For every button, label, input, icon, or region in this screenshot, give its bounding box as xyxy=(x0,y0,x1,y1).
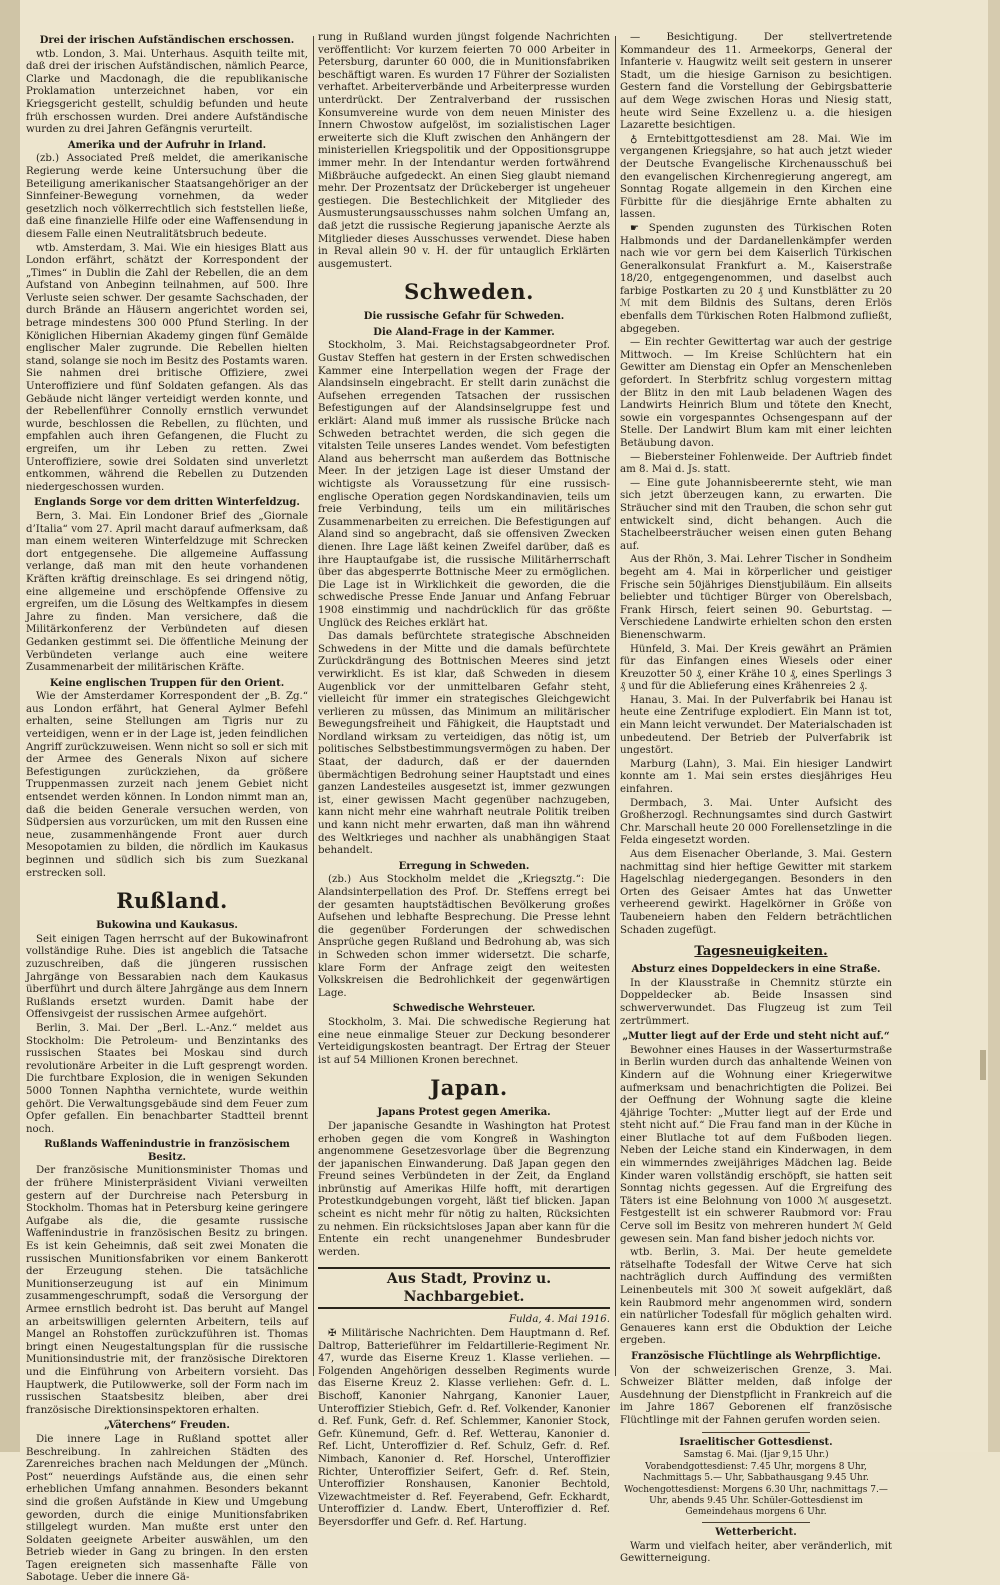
section-heading: Tagesneuigkeiten. xyxy=(694,944,828,960)
article-paragraph: — Besichtigung. Der stellvertretende Kommandeur des 11. Armeekorps, General der Infanterie v. Haugwitz weilt seit gestern in unserer Stadt, um die hiesige Garnison zu besichtigen. Gestern fand die Vorstellung der Gebirgsbatterie auf dem Wege zwischen Horas und Niesig statt, heute wird Seine Exzellenz u. a. die hiesigen Lazarette besichtigen. xyxy=(620,32,892,132)
article-paragraph: — Eine gute Johannisbeerernte steht, wie man sich jetzt überzeugen kann, zu erwarten. Die Sträucher sind mit den Trauben, die schon sehr gut entwickelt sind, dicht behangen. Auch die Stachelbeersträucher weisen einen guten Behang auf. xyxy=(620,477,892,552)
article-paragraph: Aus dem Eisenacher Oberlande, 3. Mai. Gestern nachmittag sind hier heftige Gewitter mit starkem Hagelschlag niedergegangen. Besonders in den Orten des Geisaer Amtes hat das Unwetter verheerend gewirkt. Hagelkörner in Größe von Taubeneiern haben den Feldern beträchtlichen Schaden zugefügt. xyxy=(620,849,892,936)
article-paragraph: Bewohner eines Hauses in der Wasserturmstraße in Berlin wurden durch das anhaltende Weinen von Kindern auf die Wohnung einer Kriegerwitwe aufmerksam und benachrichtigten die Polizei. Bei der Oeffnung der Wohnung sagte die kleine 4jährige Tochter: „Mutter liegt auf der Erde und steht nicht auf.“ Die Frau fand man in der Küche in einer Blutlache tot auf dem Fußboden liegen. Neben der Leiche stand ein Kinderwagen, in dem ein wimmerndes zweijähriges Mädchen lag. Beide Kinder waren vollständig erschöpft, sie hatten seit Sonntag nichts gegessen. Auf die Ergreifung des Täters ist eine Belohnung von 1000 ℳ ausgesetzt. Festgestellt ist ein schwerer Raubmord vor: Frau Cerve soll im Besitz von mehreren hundert ℳ Geld gewesen sein. Man fand bisher jedoch nichts vor. xyxy=(620,1044,892,1245)
article-heading: Schwedische Wehrsteuer. xyxy=(392,1003,536,1015)
article-heading: Absturz eines Doppeldeckers in eine Straße. xyxy=(631,964,881,976)
article-paragraph: Bern, 3. Mai. Ein Londoner Brief des „Giornale d’Italia“ vom 27. April macht darauf aufmerksam, daß man einem weiteren Winterfeldzuge mit Schrecken dort entgegensehe. Die allgemeine Auffassung verlange, daß man mit den heute vorhandenen Kräften kräftig dreinschlage. Es sei dringend nötig, eine allgemeine und erschöpfende Offensive zu ergreifen, um die Lösung des Weltkampfes in diesem Jahre zu finden. Man versichere, daß die Militärkonferenz der Verbündeten auf diesen Gedanken gestimmt sei. Die öffentliche Meinung der Verbündeten verlange auch eine weitere Zusammenarbeit der militärischen Kräfte. xyxy=(26,510,308,674)
article-heading: Rußlands Waffenindustrie in französischem Besitz. xyxy=(44,1139,290,1163)
notice-line: Wochengottesdienst: Morgens 6.30 Uhr, nachmittags 7.— Uhr, abends 9.45 Uhr. Schüler-Gottesdienst im Gemeindehaus morgens 6 Uhr. xyxy=(624,1485,888,1518)
article-paragraph: Marburg (Lahn), 3. Mai. Ein hiesiger Landwirt konnte am 1. Mai sein erstes diesjähriges Heu einfahren. xyxy=(620,758,892,796)
article-paragraph: Der japanische Gesandte in Washington hat Protest erhoben gegen die vom Kongreß in Washington angenommene Gesetzesvorlage über die Begrenzung der japanischen Einwanderung. Daß Japan gegen den Freund seines Verbündeten in der Zeit, da England inbrünstig auf Amerikas Hilfe hofft, mit derartigen Protestkundgebungen vorgeht, läßt tief blicken. Japan scheint es nicht mehr für nötig zu halten, Rücksichten zu nehmen. Ein rücksichtsloses Japan aber kann für die Entente ein recht unangenehmer Bundesbruder werden. xyxy=(318,1120,610,1258)
page-right-edge xyxy=(988,0,1000,1452)
section-heading: Schweden. xyxy=(404,279,534,305)
page-left-edge xyxy=(0,0,20,1452)
article-paragraph: wtb. London, 3. Mai. Unterhaus. Asquith teilte mit, daß drei der irischen Aufständischen, nämlich Pearce, Clarke und Macdonagh, die die republikanische Proklamation unterzeichnet haben, vor ein Kriegsgericht gestellt, schuldig befunden und heute früh erschossen wurden. Drei andere Aufständische wurden zu drei Jahren Gefängnis verurteilt. xyxy=(26,48,308,136)
section-heading: Japan. xyxy=(430,1075,508,1101)
article-heading: Die russische Gefahr für Schweden. xyxy=(363,311,565,323)
article-paragraph: (zb.) Aus Stockholm meldet die „Kriegsztg.“: Die Alandsinterpellation des Prof. Dr. Steffens erregt bei der gesamten hauptstädtischen Bevölkerung großes Aufsehen und lebhafte Besprechung. Die Presse lehnt die gegenüber Forderungen der schwedischen Ansprüche gegen Rußland und Bedrohung ab, was sich in Schweden schon immer widersetzt. Die scharfe, klare Form der Anfrage zeigt den weitesten Volkskreisen die Bedrohlichkeit der gegenwärtigen Lage. xyxy=(318,874,610,999)
article-paragraph: Seit einigen Tagen herrscht auf der Bukowinafront vollständige Ruhe. Dies ist angeblich die Tatsache zuzuschreiben, daß die jüngeren russischen Jahrgänge von Bessarabien nach dem Kaukasus überführt und durch ältere Jahrgänge aus dem Innern Rußlands ersetzt wurden. Damit habe der Offensivgeist der russischen Armee aufgehört. xyxy=(26,933,308,1021)
scan-mark xyxy=(980,1050,986,1080)
article-paragraph: ♁ Erntebittgottesdienst am 28. Mai. Wie im vergangenen Kriegsjahre, so hat auch jetzt wieder der Deutsche Evangelische Kirchenausschuß bei den evangelischen Kirchenregierung angeregt, am Sonntag Rogate allgemein in den Kirchen eine Fürbitte für die diesjährige Ernte abhalten zu lassen. xyxy=(620,133,892,221)
article-heading: „Väterchens“ Freuden. xyxy=(104,1420,230,1432)
article-paragraph: — Biebersteiner Fohlenweide. Der Auftrieb findet am 8. Mai d. Js. statt. xyxy=(620,451,892,476)
article-paragraph: Der französische Munitionsminister Thomas und der frühere Ministerpräsident Viviani verweilten gestern auf der Durchreise nach Petersburg in Stockholm. Thomas hat in Petersburg keine geringere Aufgabe als die, die gesamte russische Waffenindustrie in französischen Besitz zu bringen. Es ist kein Geheimnis, daß seit zwei Monaten die russischen Munitionsfabriken vor einem Bankerott der Erzeugung stehen. Die tatsächliche Munitionserzeugung ist auf ein Minimum zusammengeschrumpft, sodaß die Versorgung der Armee ernstlich bedroht ist. Das beruht auf Mangel an arbeitswilligen gelernten Arbeitern, teils auf Mangel an Rohstoffen zurückzuführen ist. Thomas bringt einen Neugestaltungsplan für die russische Munitionsindustrie mit, der französische Direktoren und die Einführung von Arbeitern vorsieht. Das Hauptwerk, die Putilowwerke, soll der Form nach im russischen Staatsbesitz bleiben, aber drei französische Direktionsinspektoren erhalten. xyxy=(26,1165,308,1416)
article-paragraph: wtb. Berlin, 3. Mai. Der heute gemeldete rätselhafte Todesfall der Witwe Cerve hat sich nachträglich durch Auffindung des vermißten Leinenbeutels mit 300 ℳ soweit aufgeklärt, daß kein Raubmord mehr angenommen wird, sondern ein natürlicher Todesfall für möglich gehalten wird. Genaueres kann erst die Obduktion der Leiche ergeben. xyxy=(620,1247,892,1347)
notice-line: Vorabendgottesdienst: 7.45 Uhr, morgens 8 Uhr, Nachmittags 5.— Uhr, Sabbathausgang 9.45 Uhr. xyxy=(643,1462,869,1484)
article-heading: Englands Sorge vor dem dritten Winterfeldzug. xyxy=(34,497,300,509)
article-paragraph: Warm und vielfach heiter, aber veränderlich, mit Gewitterneigung. xyxy=(620,1540,892,1565)
column-3 xyxy=(620,32,892,1565)
local-section-heading: Aus Stadt, Provinz u. Nachbargebiet. xyxy=(318,1267,610,1309)
article-paragraph: Von der schweizerischen Grenze, 3. Mai. Schweizer Blätter melden, daß infolge der Ausdehnung der Dienstpflicht in Frankreich auf die im Jahre 1867 Geborenen elf französische Flüchtlinge mit der Fahnen gerufen worden seien. xyxy=(620,1364,892,1426)
article-paragraph: Dermbach, 3. Mai. Unter Aufsicht des Großherzogl. Rechnungsamtes sind durch Gastwirt Chr. Marschall heute 20 000 Forellensetzlinge in die Felda eingesetzt worden. xyxy=(620,797,892,847)
article-paragraph: In der Klausstraße in Chemnitz stürzte ein Doppeldecker ab. Beide Insassen sind schwerverwundet. Das Flugzeug ist zum Teil zertrümmert. xyxy=(620,977,892,1027)
column-rule-1 xyxy=(313,36,314,1376)
article-heading: Die Aland-Frage in der Kammer. xyxy=(373,326,555,338)
column-2 xyxy=(318,32,610,1528)
article-heading: Amerika und der Aufruhr in Irland. xyxy=(67,139,267,151)
article-heading: Japans Protest gegen Amerika. xyxy=(377,1107,551,1119)
article-heading: Wetterbericht. xyxy=(715,1527,797,1539)
article-heading: Israelitischer Gottesdienst. xyxy=(679,1436,833,1448)
article-paragraph: Stockholm, 3. Mai. Die schwedische Regierung hat eine neue einmalige Steuer zur Deckung besonderer Verteidigungskosten beantragt. Der Ertrag der Steuer ist auf 54 Millionen Kronen berechnet. xyxy=(318,1016,610,1066)
article-heading: „Mutter liegt auf der Erde und steht nicht auf.“ xyxy=(622,1031,890,1043)
article-paragraph: Hanau, 3. Mai. In der Pulverfabrik bei Hanau ist heute eine Zentrifuge explodiert. Ein Mann ist tot, ein Mann leicht verwundet. Der Materialschaden ist unbedeutend. Der Betrieb der Pulverfabrik ist ungestört. xyxy=(620,694,892,757)
article-paragraph: ✠ Militärische Nachrichten. Dem Hauptmann d. Ref. Daltrop, Batterieführer im Feldartillerie-Regiment Nr. 47, wurde das Eiserne Kreuz 1. Klasse verliehen. — Folgenden Angehörigen desselben Regiments wurde das Eiserne Kreuz 2. Klasse verliehen: Gefr. d. L. Bischoff, Kanonier Nahrgang, Kanonier Lauer, Unteroffizier Stiebich, Gefr. d. Ref. Volkender, Kanonier d. Ref. Funk, Gefr. d. Ref. Schlemmer, Kanonier Stock, Gefr. Künemund, Gefr. d. Ref. Wetterau, Kanonier d. Ref. Licht, Unteroffizier d. Ref. Schulz, Gefr. d. Ref. Nimbach, Kanonier d. Ref. Horschel, Unteroffizier Richter, Unteroffizier Seifert, Gefr. d. Ref. Stein, Unteroffizier Ronshausen, Kanonier Bechtold, Vizewachtmeister d. Ref. Feyerabend, Gefr. Eckhardt, Unteroffizier d. Landw. Ebert, Unteroffizier d. Ref. Beyersdorffer und Gefr. d. Ref. Hartung. xyxy=(318,1328,610,1528)
article-paragraph: Die innere Lage in Rußland spottet aller Beschreibung. In zahlreichen Städten des Zarenreiches brachen nach Meldungen der „Münch. Post“ neuerdings Aufstände aus, die einen sehr erheblichen Umfang annahmen. Besonders bekannt sind die großen Aufstände in Kiew und Umgebung geworden, durch die einige Munitionsfabriken stillgelegt wurden. Man mußte erst unter den Soldaten geeignete Arbeiter auswählen, um den Betrieb wieder in Gang zu bringen. In den ersten Tagen ereigneten sich massenhafte Fälle von Sabotage. Ueber die innere Gä- xyxy=(26,1433,308,1584)
column-1 xyxy=(26,32,308,1584)
article-heading: Keine englischen Truppen für den Orient. xyxy=(49,677,285,689)
article-paragraph: Stockholm, 3. Mai. Reichstagsabgeordneter Prof. Gustav Steffen hat gestern in der Ersten schwedischen Kammer eine Interpellation wegen der Frage der Alandsinseln eingebracht. Er stellt darin zunächst die Aufsehen erregenden Tatsachen der russischen Befestigungen auf der Alandsinselgruppe fest und erklärt: Aland muß immer als russische Brücke nach Schweden betrachtet werden, die sich gegen die vitalsten Teile unseres Landes wendet. Vom befestigten Aland aus beherrscht man außerdem das Bottnische Meer. In der jetzigen Lage ist dieser Umstand der wichtigste als Voraussetzung für eine russisch-englische Operation gegen Nordskandinavien, teils um freie Verbindung, teils um ein militärisches Zusammenarbeiten zu erreichen. Die Befestigungen auf Aland sind so angebracht, daß sie offensiven Zwecken dienen. Ihre Lage läßt keinen Zweifel darüber, daß es ihre Hauptaufgabe ist, die russische Militärherrschaft über das abgesperrte Bottnische Meer zu ermöglichen. Die Lage ist in Wirklichkeit die geworden, die die schwedische Presse Ende Januar und Anfang Februar 1908 einstimmig und nachdrücklich für das größte Unglück des Reiches erklärt hat. xyxy=(318,340,610,629)
article-paragraph: rung in Rußland wurden jüngst folgende Nachrichten veröffentlicht: Vor kurzem feierten 70 000 Arbeiter in Petersburg, darunter 60 000, die in Munitionsfabriken beschäftigt waren. Es wurden 17 Führer der Sozialisten verhaftet. Arbeiterverbände und Arbeiterpresse wurden unterdrückt. Der Zentralverband der russischen Konsumvereine wurde von dem neuen Minister des Innern Chwostow aufgelöst, im sozialistischen Lager erweiterte sich die Kluft zwischen den Anhängern der ministeriellen Kriegspolitik und der Oppositionsgruppe immer mehr. In der Intendantur werden fortwährend Mißbräuche aufgedeckt. An einen Sieg glaubt niemand mehr. Der Prozentsatz der Drückeberger ist ungeheuer gestiegen. Die Bestechlichkeit der Mitglieder des Ausmusterungsausschusses nahm solchen Umfang an, daß jetzt die russische Regierung japanische Aerzte als Mitglieder dieses Ausschusses verwendet. Diese haben in Reval allein 90 v. H. der für untauglich Erklärten ausgemustert. xyxy=(318,32,610,270)
article-heading: Erregung in Schweden. xyxy=(398,860,530,872)
dateline: Fulda, 4. Mai 1916. xyxy=(508,1314,610,1326)
separator-rule xyxy=(702,1432,811,1433)
column-rule-2 xyxy=(615,36,616,1376)
article-paragraph: Berlin, 3. Mai. Der „Berl. L.-Anz.“ meldet aus Stockholm: Die Petroleum- und Benzintanks des russischen Staates bei Moskau sind durch revolutionäre Arbeiter in die Luft gesprengt worden. Die furchtbare Explosion, die in wenigen Sekunden 5000 Tonnen Naphtha vernichtete, wurde weithin gehört. Die Verwaltungsgebäude sind dem Feuer zum Opfer gefallen. Ein benachbarter Stadtteil brennt noch. xyxy=(26,1022,308,1135)
article-paragraph: Aus der Rhön, 3. Mai. Lehrer Tischer in Sondheim begeht am 4. Mai in körperlicher und geistiger Frische sein 50jähriges Dienstjubiläum. Ein allseits beliebter und tüchtiger Bürger von Oberelsbach, Frank Hirsch, feiert seinen 90. Geburtstag. — Verschiedene Landwirte erhielten schon den ersten Bienenschwarm. xyxy=(620,554,892,641)
article-paragraph: Das damals befürchtete strategische Abschneiden Schwedens in der Mitte und die damals befürchtete Zurückdrängung des Bottnischen Meeres sind jetzt verwirklicht. Es ist klar, daß Schweden in diesem Augenblick vor der unmittelbaren Gefahr steht, vielleicht für immer ein strategisches Gleichgewicht verlieren zu müssen, das Minimum an militärischer Bewegungsfreiheit und Fähigkeit, die Hauptstadt und Nordland wirksam zu verteidigen, das nötig ist, um politisches Selbstbestimmungsvermögen zu haben. Der Staat, der dadurch, daß er der dauernden übermächtigen Bedrohung seiner Hauptstadt und eines ganzen Landesteiles ausgesetzt ist, immer gezwungen ist, einer gewissen Macht gegenüber nachzugeben, kann nicht mehr eine wahrhaft neutrale Politik treiben und kann nicht mehr erwarten, daß man ihn während des Weltkrieges und nachher als unabhängigen Staat behandelt. xyxy=(318,631,610,857)
article-paragraph: — Ein rechter Gewittertag war auch der gestrige Mittwoch. — Im Kreise Schlüchtern hat ein Gewitter am Dienstag ein Opfer an Menschenleben gefordert. In Sterbfritz schlug vorgestern mittag der Blitz in den mit Laub beladenen Wagen des Landwirts Heinrich Blum und tötete den Knecht, sowie ein vorgespanntes Ochsengespann auf der Stelle. Der Landwirt Blum kam mit einer leichten Betäubung davon. xyxy=(620,337,892,449)
article-paragraph: ☛ Spenden zugunsten des Türkischen Roten Halbmonds und der Dardanellenkämpfer werden nach wie vor gern bei dem Kaiserlich Türkischen Generalkonsulat Frankfurt a. M., Kaiserstraße 18/20, entgegengenommen, und daselbst auch farbige Postkarten zu 20 ₰ und Kunstblätter zu 20 ℳ mit dem Bildnis des Sultans, deren Erlös ebenfalls dem Türkischen Roten Halbmond zufließt, abgegeben. xyxy=(620,222,892,335)
article-paragraph: Hünfeld, 3. Mai. Der Kreis gewährt an Prämien für das Einfangen eines Wiesels oder einer Kreuzotter 50 ₰, einer Krähe 10 ₰, eines Sperlings 3 ₰ und für die Ablieferung eines Krähenreies 2 ₰. xyxy=(620,643,892,693)
article-paragraph: wtb. Amsterdam, 3. Mai. Wie ein hiesiges Blatt aus London erfährt, schätzt der Korrespondent der „Times“ in Dublin die Zahl der Rebellen, die an dem Aufstand von Anbeginn teilnahmen, auf 500. Ihre Verluste seien schwer. Der gesamte Sachschaden, der durch Brände an Häusern angerichtet worden sei, betrage mindestens 300 000 Pfund Sterling. In der Königlichen Hibernian Akademy gingen fünf Gemälde englischer Maler zugrunde. Die Rebellen hielten stand, solange sie noch im Besitz des Postamts waren. Sie nahmen drei britische Offiziere, zwei Unteroffiziere und fünf Soldaten gefangen. Als das Gebäude nicht länger verteidigt werden konnte, und der Rebellenführer Connolly ernstlich verwundet wurde, beschlossen die Rebellen, zu flüchten, und empfahlen auch ihren Gefangenen, die Flucht zu ergreifen, um ihr Leben zu retten. Zwei Unteroffiziere, sowie drei Soldaten sind unverletzt entkommen, während die Rebellen zu Dutzenden niedergeschossen wurden. xyxy=(26,242,308,493)
article-paragraph: Wie der Amsterdamer Korrespondent der „B. Zg.“ aus London erfährt, hat General Aylmer Befehl erhalten, seine Stellungen am Tigris nur zu verteidigen, wenn er in der Lage ist, jeden feindlichen Angriff zurückzuweisen. Wenn nicht so soll er sich mit der Armee des Generals Nixon auf sichere Befestigungen zurückziehen, da größere Truppenmassen zurzeit nach jenem Gebiet nicht entsendet werden können. In London nimmt man an, daß die beiden Generale versuchen werden, von Südpersien aus vorzurücken, um mit den Russen eine neue, zusammenhängende Front auer durch Mesopotamien zu bilden, die nördlich im Kaukasus beginnen und südlich sich bis zum Suezkanal erstrecken soll. xyxy=(26,691,308,879)
notice-line: Samstag 6. Mai. (Ijar 9,15 Uhr.) xyxy=(683,1450,829,1461)
section-heading: Rußland. xyxy=(116,888,228,914)
article-heading: Französische Flüchtlinge als Wehrpflichtige. xyxy=(631,1350,881,1362)
article-paragraph: (zb.) Associated Preß meldet, die amerikanische Regierung werde keine Untersuchung über die Beteiligung amerikanischer Staatsangehöriger an der Sinnfeiner-Bewegung vornehmen, da weder gesetzlich noch völkerrechtlich sich feststellen ließe, daß eine finanzielle Hilfe oder eine Waffensendung in diesem Falle einen Neutralitätsbruch bedeute. xyxy=(26,153,308,240)
article-heading: Drei der irischen Aufständischen erschossen. xyxy=(39,35,295,46)
article-heading: Bukowina und Kaukasus. xyxy=(96,920,238,932)
separator-rule xyxy=(702,1522,811,1523)
